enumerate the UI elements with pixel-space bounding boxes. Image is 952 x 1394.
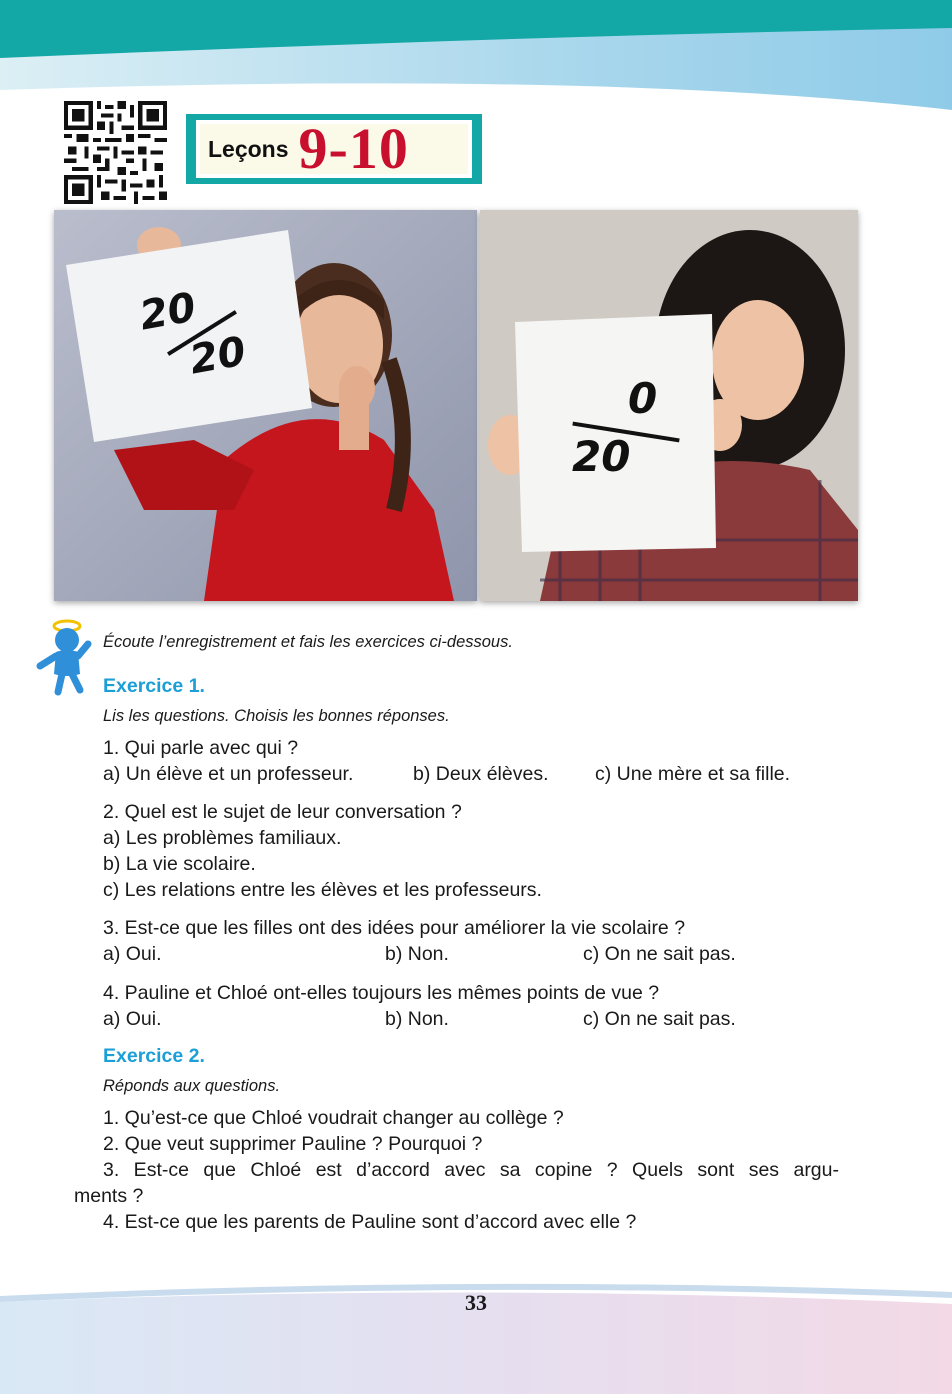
exercise-1-q1-option-a: a) Un élève et un professeur. bbox=[103, 763, 354, 785]
exercise-2-question-2: 2. Que veut supprimer Pauline ? Pourquoi ? bbox=[103, 1133, 483, 1155]
exercise-1-question-3: 3. Est-ce que les filles ont des idées pour améliorer la vie scolaire ? bbox=[103, 917, 686, 939]
exercise-1-question-1: 1. Qui parle avec qui ? bbox=[103, 737, 299, 759]
exercise-1-q2-option-c: c) Les relations entre les élèves et les professeurs. bbox=[103, 879, 542, 901]
exercise-1-question-4: 4. Pauline et Chloé ont-elles toujours les mêmes points de vue ? bbox=[103, 982, 660, 1004]
exercise-1-instruction: Lis les questions. Choisis les bonnes réponses. bbox=[103, 707, 450, 725]
exercise-2-instruction: Réponds aux questions. bbox=[103, 1077, 281, 1095]
exercise-1-title: Exercice 1. bbox=[103, 675, 205, 697]
right-sign-score-top: 0 bbox=[628, 374, 658, 423]
exercise-1-q2-option-b: b) La vie scolaire. bbox=[103, 853, 256, 875]
photo-girl-smiling bbox=[480, 210, 858, 601]
top-decorative-band bbox=[0, 0, 952, 110]
exercise-2-question-1: 1. Qu’est-ce que Chloé voudrait changer au collège ? bbox=[103, 1107, 564, 1129]
right-sign-score-bottom: 20 bbox=[572, 432, 631, 481]
exercise-2-question-4: 4. Est-ce que les parents de Pauline sont d’accord avec elle ? bbox=[103, 1211, 637, 1233]
listening-mascot-icon bbox=[36, 614, 98, 698]
lesson-title-number: 9-10 bbox=[298, 116, 409, 181]
photo-girl-thinking bbox=[54, 210, 477, 601]
left-sign-score bbox=[134, 285, 274, 395]
lesson-title-box bbox=[186, 114, 482, 184]
exercise-1-q3-option-c: c) On ne sait pas. bbox=[583, 943, 736, 965]
left-sign-score-bottom: 20 bbox=[186, 328, 250, 384]
exercise-1-q3-option-a: a) Oui. bbox=[103, 943, 162, 965]
left-sign-score-top: 20 bbox=[136, 284, 200, 340]
exercise-1-q3-option-b: b) Non. bbox=[385, 943, 449, 965]
lesson-title-word: Leçons bbox=[208, 135, 289, 162]
exercise-1-question-2: 2. Quel est le sujet de leur conversation ? bbox=[103, 801, 462, 823]
exercise-1-q2-option-a: a) Les problèmes familiaux. bbox=[103, 827, 342, 849]
right-sign-score bbox=[572, 374, 702, 490]
exercise-1-q1-option-b: b) Deux élèves. bbox=[413, 763, 549, 785]
exercise-1-q4-option-b: b) Non. bbox=[385, 1008, 449, 1030]
exercise-2-title: Exercice 2. bbox=[103, 1045, 205, 1067]
exercise-2-question-3-continued: ments ? bbox=[74, 1185, 144, 1207]
exercise-1-q1-option-c: c) Une mère et sa fille. bbox=[595, 763, 791, 785]
qr-code-image bbox=[64, 101, 167, 204]
page-number: 33 bbox=[465, 1290, 487, 1315]
exercise-2-question-3: 3. Est-ce que Chloé est d’accord avec sa copine ? Quels sont ses argu- bbox=[103, 1159, 839, 1181]
listening-instruction: Écoute l’enregistrement et fais les exercices ci-dessous. bbox=[103, 633, 513, 651]
exercise-1-q4-option-c: c) On ne sait pas. bbox=[583, 1008, 736, 1030]
exercise-1-q4-option-a: a) Oui. bbox=[103, 1008, 162, 1030]
